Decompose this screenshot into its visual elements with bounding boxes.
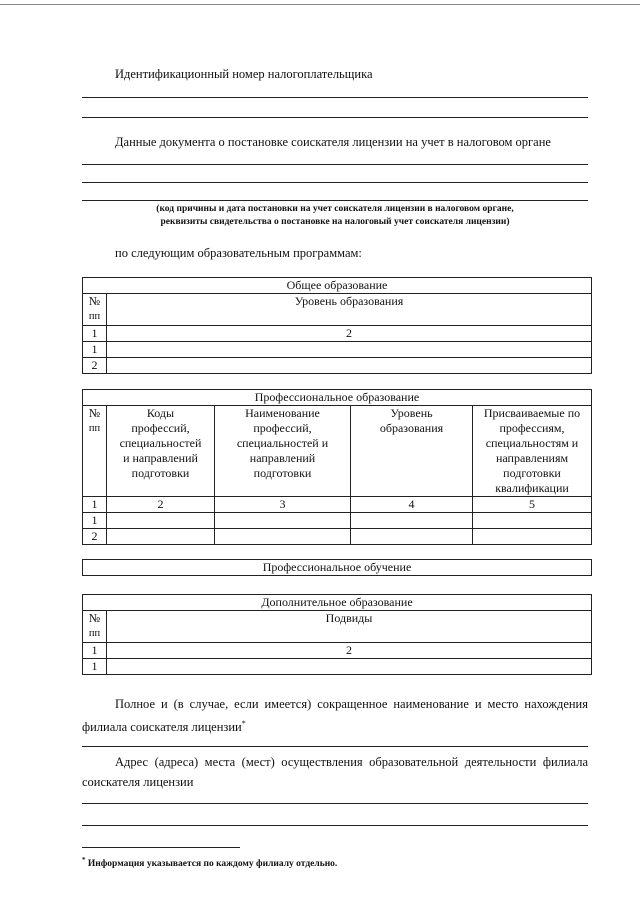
inn-line-1	[82, 97, 588, 98]
table-row	[83, 342, 592, 358]
professional-row-cell[interactable]	[473, 513, 592, 529]
branch-address-paragraph: Адрес (адреса) места (мест) осуществления образовательной деятельности филиала соискателя лицензии	[82, 755, 588, 789]
professional-num-4: 4	[351, 497, 473, 513]
branch-name-paragraph	[82, 694, 588, 737]
professional-col-codes: Коды профессий, специальностей и направлений подготовки	[107, 406, 215, 497]
professional-row-cell[interactable]	[351, 513, 473, 529]
professional-num-1: 1	[83, 497, 107, 513]
branch-name-text: Полное и (в случае, если имеется) сокращенное наименование и место нахождения филиала соискателя лицензии	[82, 697, 588, 735]
general-row-number: 2	[83, 358, 107, 374]
professional-row-number: 1	[83, 513, 107, 529]
general-col-number: № пп	[83, 294, 107, 326]
professional-row-cell[interactable]	[351, 529, 473, 545]
footnote-mark-bottom: *	[82, 856, 86, 864]
footnote-mark: *	[241, 719, 246, 728]
inn-label: Идентификационный номер налогоплательщика	[115, 67, 373, 81]
professional-num-5: 5	[473, 497, 592, 513]
tax-doc-note-line-2: реквизиты свидетельства о постановке на налоговый учет соискателя лицензии)	[160, 217, 510, 227]
professional-col-number: № пп	[83, 406, 107, 497]
table-row	[83, 659, 592, 675]
additional-col-number: № пп	[83, 611, 107, 643]
professional-num-3: 3	[215, 497, 351, 513]
professional-table-title: Профессиональное образование	[83, 390, 592, 406]
branch-address-line-1	[82, 803, 588, 804]
tax-doc-note-line-1: (код причины и дата постановки на учет соискателя лицензии в налоговом органе,	[156, 204, 514, 214]
general-table-title: Общее образование	[83, 278, 592, 294]
general-education-table	[82, 277, 592, 374]
professional-row-cell[interactable]	[473, 529, 592, 545]
footnote-text: Информация указывается по каждому филиалу отдельно.	[87, 859, 338, 870]
additional-num-1: 1	[83, 643, 107, 659]
vocational-table-title: Профессиональное обучение	[83, 560, 592, 576]
additional-row-number: 1	[83, 659, 107, 675]
branch-name-line	[82, 746, 588, 747]
general-col-level: Уровень образования	[107, 294, 592, 326]
professional-row-cell[interactable]	[107, 513, 215, 529]
professional-col-names: Наименование профессий, специальностей и направлений подготовки	[215, 406, 351, 497]
general-num-2: 2	[107, 326, 592, 342]
vocational-training-table	[82, 559, 592, 576]
general-row-cell[interactable]	[107, 342, 592, 358]
professional-education-table	[82, 389, 592, 545]
additional-num-2: 2	[107, 643, 592, 659]
table-row	[83, 513, 592, 529]
additional-row-cell[interactable]	[107, 659, 592, 675]
table-row	[83, 529, 592, 545]
table-row	[83, 358, 592, 374]
general-num-1: 1	[83, 326, 107, 342]
programs-intro: по следующим образовательным программам:	[115, 246, 362, 260]
general-row-number: 1	[83, 342, 107, 358]
tax-doc-line-1	[82, 164, 588, 165]
branch-address-line-2	[82, 825, 588, 826]
professional-col-level: Уровень образования	[351, 406, 473, 497]
footnote	[82, 854, 337, 870]
general-row-cell[interactable]	[107, 358, 592, 374]
tax-doc-label: Данные документа о постановке соискателя лицензии на учет в налоговом органе	[115, 135, 551, 149]
top-border-line	[0, 4, 640, 5]
professional-row-cell[interactable]	[215, 529, 351, 545]
professional-num-2: 2	[107, 497, 215, 513]
inn-line-2	[82, 117, 588, 118]
tax-doc-line-2	[82, 182, 588, 183]
professional-col-qualification: Присваиваемые по профессиям, специальностям и направлениям подготовки квалификации	[473, 406, 592, 497]
professional-row-cell[interactable]	[107, 529, 215, 545]
additional-table-title: Дополнительное образование	[83, 595, 592, 611]
professional-row-cell[interactable]	[215, 513, 351, 529]
tax-doc-note	[82, 203, 588, 229]
footnote-separator	[82, 847, 240, 848]
tax-doc-line-3	[82, 200, 588, 201]
additional-col-subtypes: Подвиды	[107, 611, 592, 643]
additional-education-table	[82, 594, 592, 675]
professional-row-number: 2	[83, 529, 107, 545]
